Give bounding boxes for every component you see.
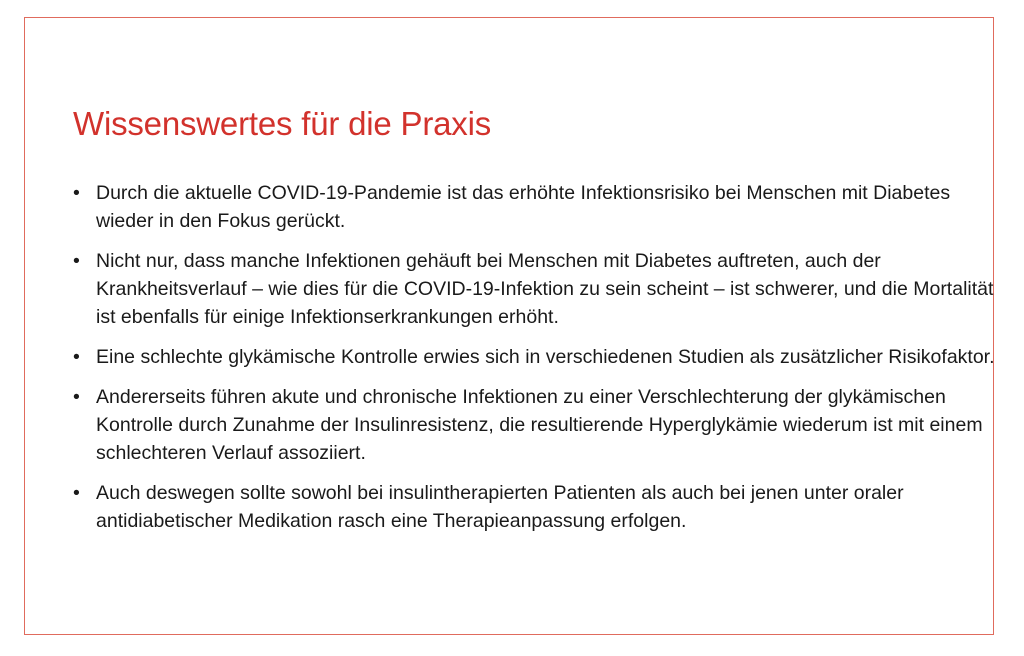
- list-item-text: Andererseits führen akute und chronische Infektionen zu einer Verschlechterung der glykämischen Kontrolle durch Zunahme der Insulinresistenz, die resultierende Hyperglykämie wiederum ist mit einem schlechteren Verlauf assoziiert.: [96, 386, 983, 464]
- bullet-icon: •: [73, 250, 80, 272]
- bullet-icon: •: [73, 182, 80, 204]
- bullet-icon: •: [73, 482, 80, 504]
- list-item-text: Nicht nur, dass manche Infektionen gehäuft bei Menschen mit Diabetes auftreten, auch der Krankheitsverlauf – wie dies für die COVID-19-Infektion zu sein scheint – ist schwerer, und die Mortalität ist ebenfalls für einige Infektionserkrankungen erhöht.: [96, 250, 994, 328]
- list-item-text: Durch die aktuelle COVID-19-Pandemie ist das erhöhte Infektionsrisiko bei Menschen mit Diabetes wieder in den Fokus gerückt.: [96, 182, 951, 232]
- list-item: [73, 479, 1003, 535]
- list-item: [73, 383, 1003, 467]
- info-box: [24, 17, 994, 635]
- bullet-icon: •: [73, 386, 80, 408]
- list-item: [73, 247, 1003, 331]
- list-item: [73, 179, 1003, 235]
- bullet-list: [73, 179, 1003, 547]
- list-item-text: Auch deswegen sollte sowohl bei insulintherapierten Patienten als auch bei jenen unter oraler antidiabetischer Medikation rasch eine Therapieanpassung erfolgen.: [96, 482, 904, 532]
- list-item-text: Eine schlechte glykämische Kontrolle erwies sich in verschiedenen Studien als zusätzlicher Risikofaktor.: [96, 346, 995, 368]
- box-title: Wissenswertes für die Praxis: [73, 105, 492, 142]
- bullet-icon: •: [73, 346, 80, 368]
- list-item: [73, 343, 1003, 371]
